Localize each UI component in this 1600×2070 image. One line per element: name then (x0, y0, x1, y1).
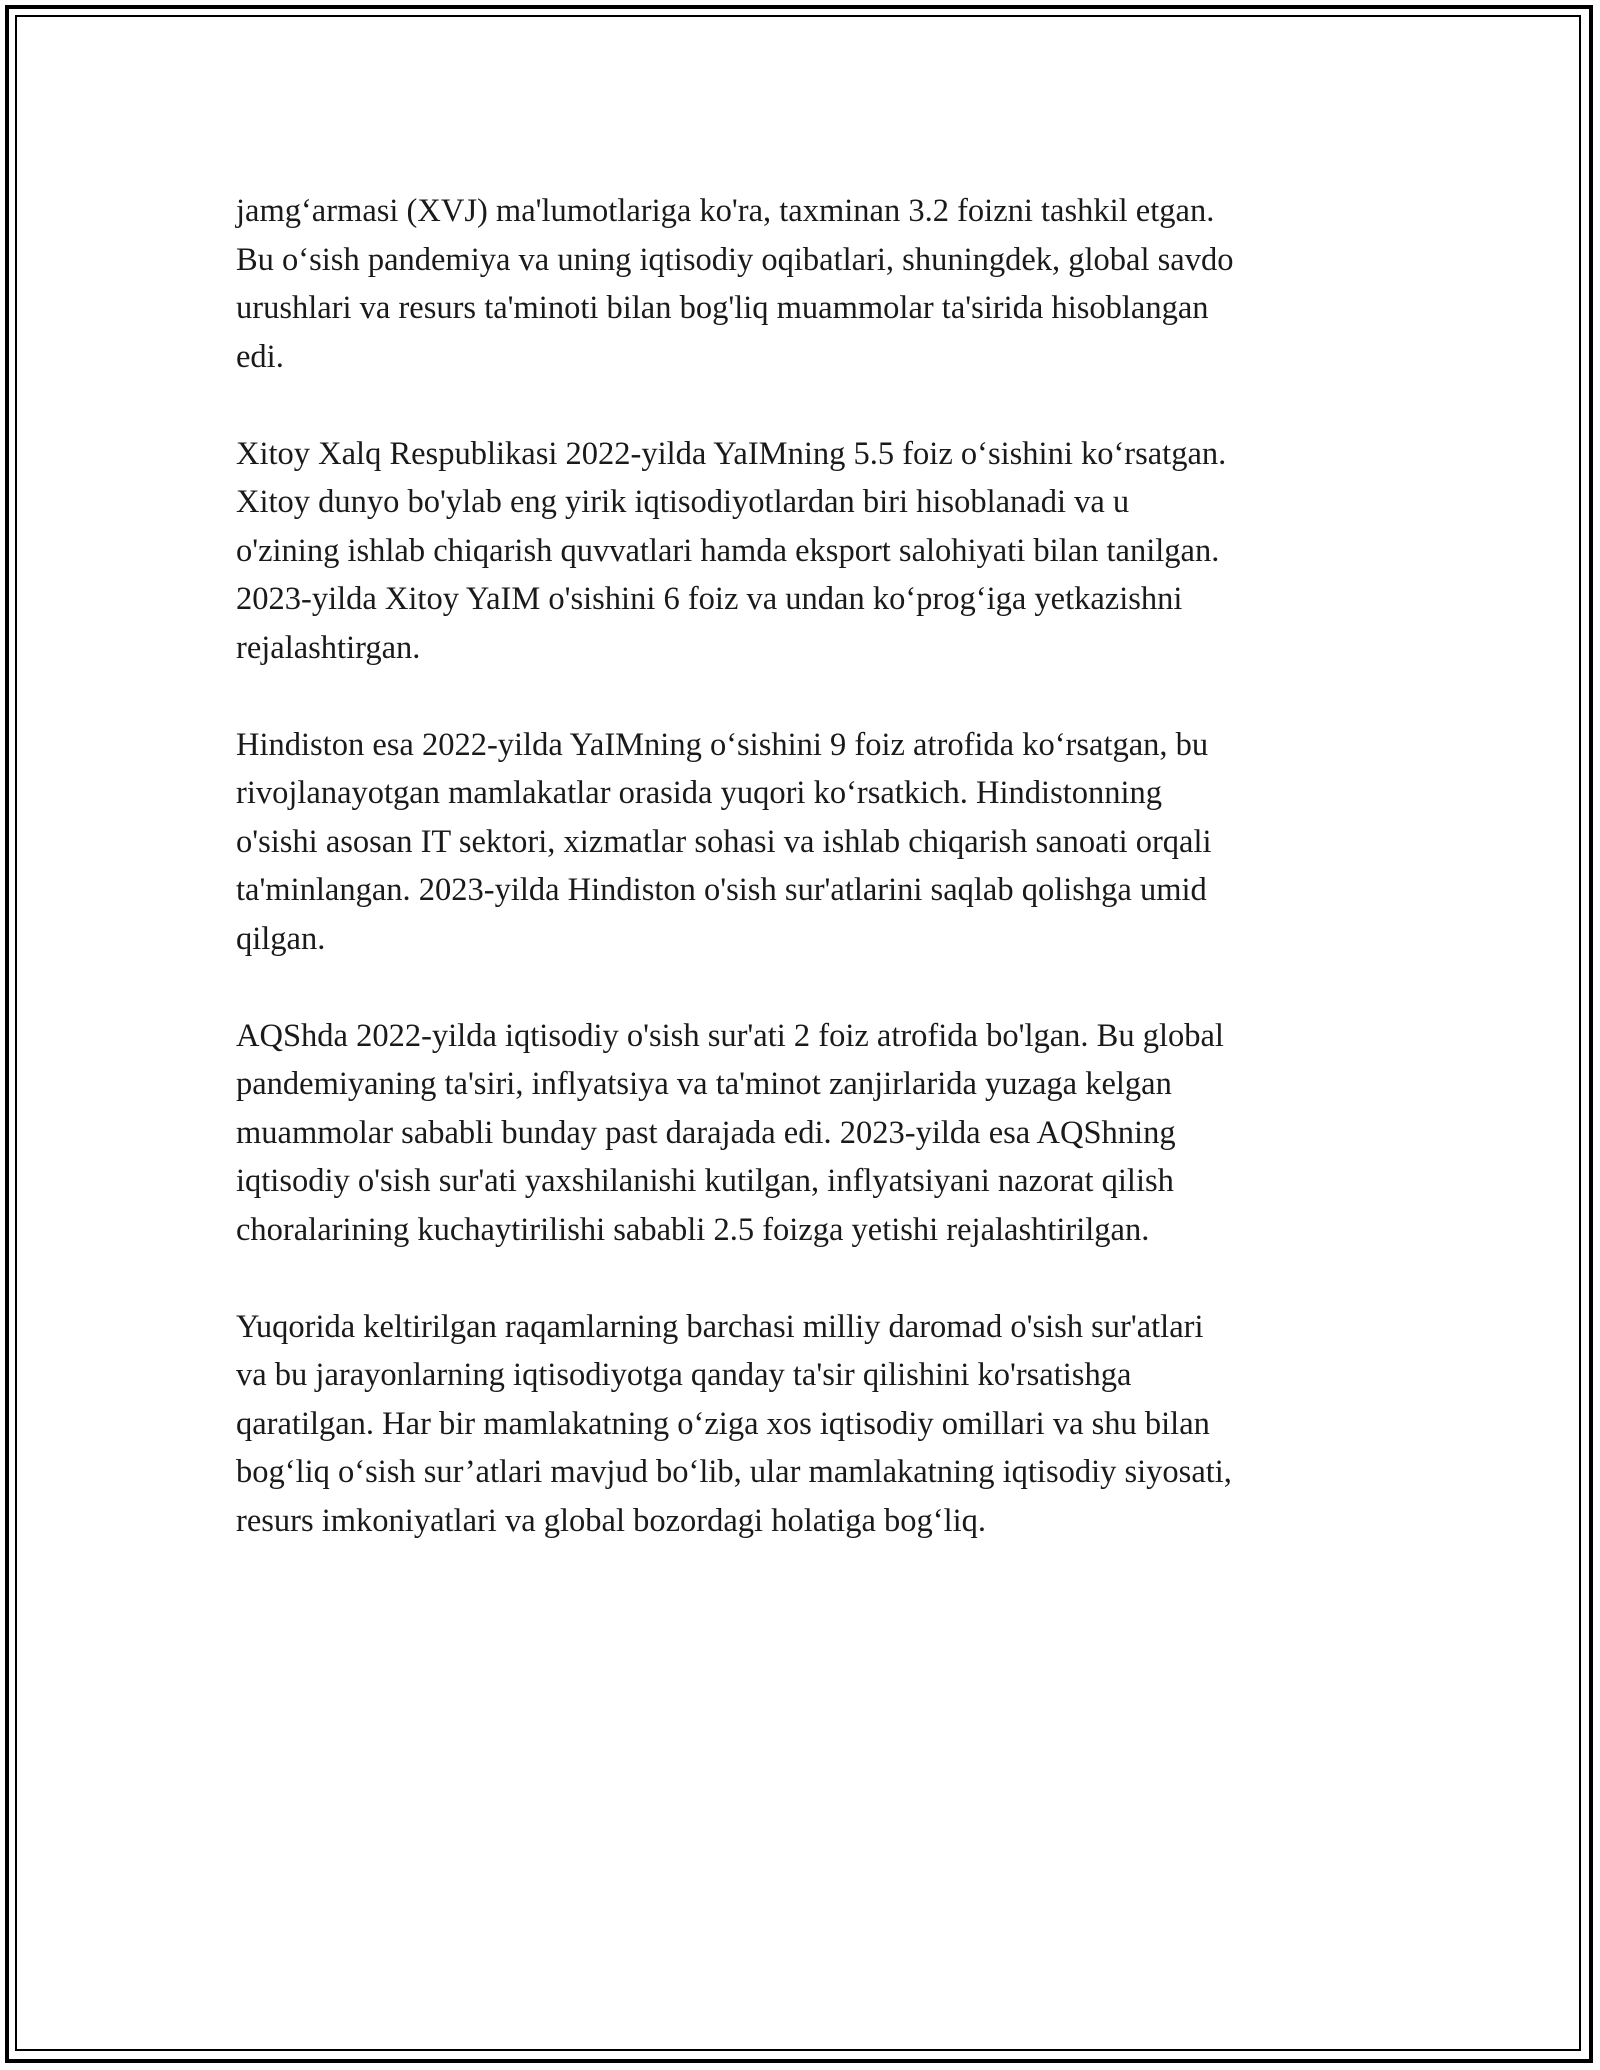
paragraph-usa (236, 1012, 1376, 1255)
text-line: rivojlanayotgan mamlakatlar orasida yuqori ko‘rsatkich. Hindistonning (236, 775, 1163, 811)
text-line: AQShda 2022-yilda iqtisodiy o'sish sur'ati 2 foiz atrofida bo'lgan. Bu global (236, 1017, 1224, 1054)
text-line: urushlari va resurs ta'minoti bilan bog'liq muammolar ta'sirida hisoblangan (236, 290, 1209, 326)
paragraph-india (236, 721, 1376, 964)
text-line: Xitoy Xalq Respublikasi 2022-yilda YaIMning 5.5 foiz o‘sishini ko‘rsatgan. (236, 435, 1227, 472)
text-line: choralarining kuchaytirilishi sababli 2.5 foizga yetishi rejalashtirilgan. (236, 1211, 1150, 1248)
text-line: Bu o‘sish pandemiya va uning iqtisodiy oqibatlari, shuningdek, global savdo (236, 241, 1234, 278)
paragraph-conclusion (236, 1303, 1376, 1546)
text-line: muammolar sababli bunday past darajada edi. 2023-yilda esa AQShning (236, 1114, 1176, 1151)
document-body (236, 187, 1376, 1545)
text-line: Hindiston esa 2022-yilda YaIMning o‘sishini 9 foiz atrofida ko‘rsatgan, bu (236, 726, 1209, 763)
text-line: resurs imkoniyatlari va global bozordagi holatiga bog‘liq. (236, 1502, 987, 1539)
text-line: Xitoy dunyo bo'ylab eng yirik iqtisodiyotlardan biri hisoblanadi va u (236, 484, 1130, 520)
paragraph-xvj-global-growth (236, 187, 1376, 381)
paragraph-china (236, 430, 1376, 673)
text-line: 2023-yilda Xitoy YaIM o'sishini 6 foiz va undan ko‘prog‘iga yetkazishni (236, 581, 1183, 617)
text-line: bog‘liq o‘sish sur’atlari mavjud bo‘lib, ular mamlakatning iqtisodiy siyosati, (236, 1454, 1232, 1490)
text-line: va bu jarayonlarning iqtisodiyotga qanday ta'sir qilishini ko'rsatishga (236, 1357, 1132, 1393)
text-line: edi. (236, 338, 284, 375)
text-line: iqtisodiy o'sish sur'ati yaxshilanishi kutilgan, inflyatsiyani nazorat qilish (236, 1163, 1174, 1199)
text-line: pandemiyaning ta'siri, inflyatsiya va ta'minot zanjirlarida yuzaga kelgan (236, 1066, 1172, 1102)
text-line: rejalashtirgan. (236, 629, 421, 666)
text-line: qilgan. (236, 920, 326, 957)
text-line: jamg‘armasi (XVJ) ma'lumotlariga ko'ra, taxminan 3.2 foizni tashkil etgan. (236, 193, 1215, 229)
text-line: ta'minlangan. 2023-yilda Hindiston o'sish sur'atlarini saqlab qolishga umid (236, 872, 1207, 908)
text-line: o'zining ishlab chiqarish quvvatlari hamda eksport salohiyati bilan tanilgan. (236, 532, 1220, 569)
text-line: qaratilgan. Har bir mamlakatning o‘ziga xos iqtisodiy omillari va shu bilan (236, 1405, 1210, 1442)
text-line: o'sishi asosan IT sektori, xizmatlar sohasi va ishlab chiqarish sanoati orqali (236, 823, 1212, 860)
text-line: Yuqorida keltirilgan raqamlarning barchasi milliy daromad o'sish sur'atlari (236, 1308, 1204, 1345)
